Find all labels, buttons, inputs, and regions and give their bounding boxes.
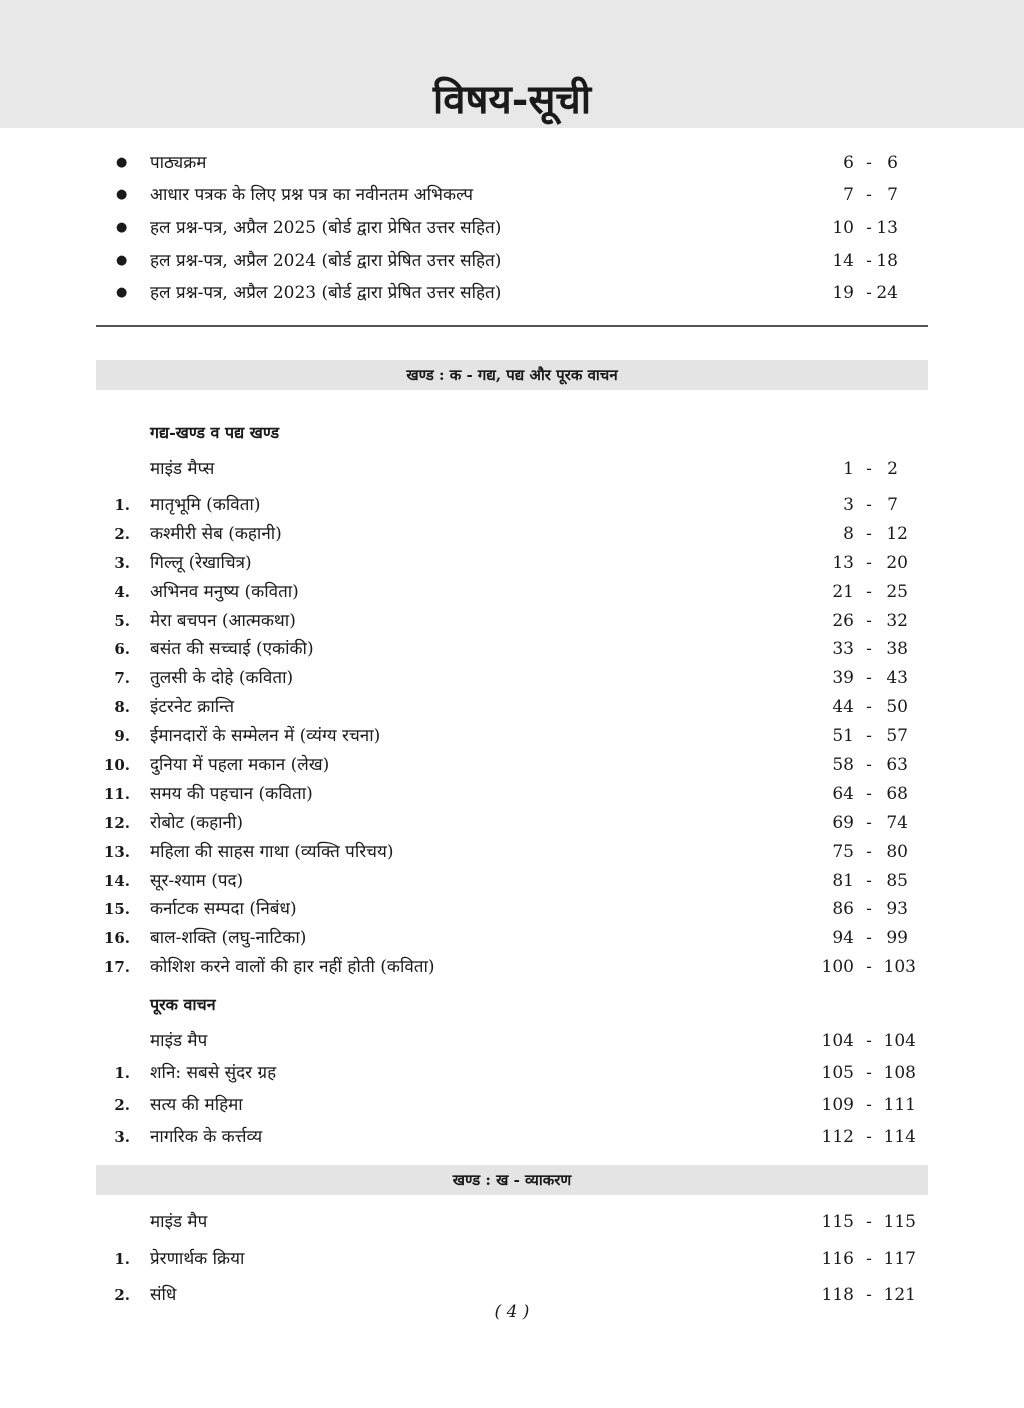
entry-title: मेरा बचपन (आत्मकथा)	[150, 611, 296, 631]
page-end: 114	[883, 1127, 916, 1147]
page-end: 117	[883, 1249, 916, 1269]
page-separator: -	[866, 928, 872, 948]
entry-title: रोबोट (कहानी)	[150, 813, 244, 833]
toc-entry[interactable]	[0, 1058, 1024, 1088]
entry-number: 2.	[114, 1286, 130, 1304]
toc-entry[interactable]	[0, 213, 1024, 243]
page-separator: -	[866, 784, 872, 804]
page-end: 121	[883, 1285, 916, 1305]
page-end: 104	[883, 1031, 916, 1051]
page-end: 85	[886, 871, 908, 891]
page-number-footer: ( 4 )	[494, 1302, 530, 1322]
page-end: 108	[883, 1063, 916, 1083]
entry-title: अभिनव मनुष्य (कविता)	[150, 582, 299, 602]
page-end: 20	[886, 553, 908, 573]
page-end: 13	[876, 218, 898, 238]
bullet-icon: ●	[116, 220, 128, 235]
page-end: 32	[886, 611, 908, 631]
page-separator: -	[866, 755, 872, 775]
toc-entry[interactable]	[0, 246, 1024, 276]
page-start: 26	[832, 611, 854, 631]
toc-entry[interactable]	[0, 808, 1024, 838]
page-start: 1	[843, 459, 854, 479]
toc-entry[interactable]	[0, 180, 1024, 210]
page-end: 12	[886, 524, 908, 544]
divider	[96, 325, 928, 327]
page-separator: -	[866, 899, 872, 919]
page-separator: -	[866, 726, 872, 746]
page-start: 116	[821, 1249, 854, 1269]
toc-entry[interactable]	[0, 663, 1024, 693]
entry-number: 3.	[114, 1128, 130, 1146]
toc-entry[interactable]	[0, 923, 1024, 953]
entry-title: इंटरनेट क्रान्ति	[150, 697, 235, 717]
page-separator: -	[866, 283, 872, 303]
page-end: 38	[886, 639, 908, 659]
toc-entry[interactable]	[0, 721, 1024, 751]
toc-entry[interactable]	[0, 548, 1024, 578]
page-start: 75	[832, 842, 854, 862]
entry-number: 12.	[103, 814, 130, 832]
page-start: 21	[832, 582, 854, 602]
toc-entry[interactable]	[0, 750, 1024, 780]
entry-title: पाठ्यक्रम	[150, 153, 207, 173]
toc-entry[interactable]	[0, 779, 1024, 809]
page-end: 24	[876, 283, 898, 303]
page-start: 13	[832, 553, 854, 573]
page-end: 93	[886, 899, 908, 919]
entry-number: 13.	[103, 843, 130, 861]
entry-title: महिला की साहस गाथा (व्यक्ति परिचय)	[150, 842, 394, 862]
page-start: 58	[832, 755, 854, 775]
page-separator: -	[866, 459, 872, 479]
page-separator: -	[866, 957, 872, 977]
page-start: 33	[832, 639, 854, 659]
entry-number: 11.	[103, 785, 130, 803]
entry-title: सूर-श्याम (पद)	[150, 871, 244, 891]
entry-title: मातृभूमि (कविता)	[150, 495, 261, 515]
page-end: 43	[886, 668, 908, 688]
page-end: 63	[886, 755, 908, 775]
entry-number: 2.	[114, 1096, 130, 1114]
page-separator: -	[866, 1127, 872, 1147]
page-separator: -	[866, 1212, 872, 1232]
page-end: 7	[887, 185, 898, 205]
page-end: 68	[886, 784, 908, 804]
page-end: 18	[876, 251, 898, 271]
entry-title: कर्नाटक सम्पदा (निबंध)	[150, 899, 297, 919]
bullet-icon: ●	[116, 155, 128, 170]
page-separator: -	[866, 524, 872, 544]
page-end: 25	[886, 582, 908, 602]
entry-number: 3.	[114, 554, 130, 572]
page-start: 39	[832, 668, 854, 688]
page-separator: -	[866, 218, 872, 238]
section-heading-b: खण्ड : ख - व्याकरण	[96, 1165, 928, 1195]
entry-number: 15.	[103, 900, 130, 918]
page-start: 118	[821, 1285, 854, 1305]
entry-number: 1.	[114, 1064, 130, 1082]
page-separator: -	[866, 495, 872, 515]
page-end: 99	[886, 928, 908, 948]
page-start: 109	[821, 1095, 854, 1115]
entry-title: बसंत की सच्चाई (एकांकी)	[150, 639, 314, 659]
toc-entry[interactable]	[0, 837, 1024, 867]
entry-number: 1.	[114, 496, 130, 514]
toc-entry[interactable]	[0, 454, 1024, 484]
entry-title: सत्य की महिमा	[150, 1095, 243, 1115]
toc-entry[interactable]	[0, 692, 1024, 722]
page-start: 81	[832, 871, 854, 891]
page-separator: -	[866, 697, 872, 717]
page-separator: -	[866, 813, 872, 833]
entry-title: समय की पहचान (कविता)	[150, 784, 313, 804]
page-separator: -	[866, 1285, 872, 1305]
page-end: 74	[886, 813, 908, 833]
page-start: 7	[843, 185, 854, 205]
toc-entry[interactable]	[0, 1122, 1024, 1152]
page-start: 115	[821, 1212, 854, 1232]
entry-title: बाल-शक्ति (लघु-नाटिका)	[150, 928, 307, 948]
page-end: 7	[887, 495, 898, 515]
page-start: 112	[821, 1127, 854, 1147]
section-heading-a: खण्ड : क - गद्य, पद्य और पूरक वाचन	[96, 360, 928, 390]
toc-entry[interactable]	[0, 148, 1024, 178]
page-start: 8	[843, 524, 854, 544]
entry-title: शनि: सबसे सुंदर ग्रह	[150, 1063, 277, 1083]
page-start: 105	[821, 1063, 854, 1083]
toc-entry[interactable]	[0, 952, 1024, 982]
page-end: 115	[883, 1212, 916, 1232]
page-separator: -	[866, 611, 872, 631]
entry-number: 16.	[103, 929, 130, 947]
page-end: 50	[886, 697, 908, 717]
toc-entry[interactable]	[0, 1026, 1024, 1056]
page-end: 2	[887, 459, 898, 479]
entry-number: 6.	[114, 640, 130, 658]
toc-entry[interactable]	[0, 1244, 1024, 1274]
toc-entry[interactable]	[0, 894, 1024, 924]
page-start: 19	[832, 283, 854, 303]
page-separator: -	[866, 1249, 872, 1269]
subsection-heading: पूरक वाचन	[150, 995, 216, 1014]
page-separator: -	[866, 842, 872, 862]
toc-entry[interactable]	[0, 1090, 1024, 1120]
bullet-icon: ●	[116, 187, 128, 202]
page-end: 57	[886, 726, 908, 746]
entry-title: गिल्लू (रेखाचित्र)	[150, 553, 252, 573]
entry-title: तुलसी के दोहे (कविता)	[150, 668, 294, 688]
page-start: 6	[843, 153, 854, 173]
page-start: 3	[843, 495, 854, 515]
entry-title: हल प्रश्न-पत्र, अप्रैल 2023 (बोर्ड द्वारा प्रेषित उत्तर सहित)	[150, 283, 502, 303]
page-start: 94	[832, 928, 854, 948]
entry-title: माइंड मैप	[150, 1212, 208, 1232]
entry-title: प्रेरणार्थक क्रिया	[150, 1249, 245, 1269]
page-separator: -	[866, 668, 872, 688]
entry-number: 9.	[114, 727, 130, 745]
page-start: 51	[832, 726, 854, 746]
page-separator: -	[866, 185, 872, 205]
page-start: 69	[832, 813, 854, 833]
toc-entry[interactable]	[0, 606, 1024, 636]
entry-title: नागरिक के कर्त्तव्य	[150, 1127, 263, 1147]
entry-number: 17.	[103, 958, 130, 976]
page-separator: -	[866, 153, 872, 173]
page-end: 111	[883, 1095, 916, 1115]
entry-number: 5.	[114, 612, 130, 630]
page-separator: -	[866, 582, 872, 602]
page-end: 6	[887, 153, 898, 173]
entry-number: 4.	[114, 583, 130, 601]
entry-number: 1.	[114, 1250, 130, 1268]
toc-entry[interactable]	[0, 577, 1024, 607]
page-separator: -	[866, 553, 872, 573]
page-start: 86	[832, 899, 854, 919]
entry-title: माइंड मैप्स	[150, 459, 215, 479]
entry-title: हल प्रश्न-पत्र, अप्रैल 2024 (बोर्ड द्वारा प्रेषित उत्तर सहित)	[150, 251, 502, 271]
bullet-icon: ●	[116, 253, 128, 268]
entry-title: दुनिया में पहला मकान (लेख)	[150, 755, 330, 775]
entry-title: कश्मीरी सेब (कहानी)	[150, 524, 282, 544]
toc-entry[interactable]	[0, 278, 1024, 308]
entry-number: 10.	[103, 756, 130, 774]
subsection-heading: गद्य-खण्ड व पद्य खण्ड	[150, 423, 279, 442]
page-separator: -	[866, 251, 872, 271]
entry-number: 14.	[103, 872, 130, 890]
page-separator: -	[866, 871, 872, 891]
entry-title: हल प्रश्न-पत्र, अप्रैल 2025 (बोर्ड द्वारा प्रेषित उत्तर सहित)	[150, 218, 502, 238]
page-separator: -	[866, 639, 872, 659]
toc-entry[interactable]	[0, 490, 1024, 520]
page-start: 44	[832, 697, 854, 717]
page-separator: -	[866, 1063, 872, 1083]
page-end: 103	[883, 957, 916, 977]
page-start: 64	[832, 784, 854, 804]
page-separator: -	[866, 1095, 872, 1115]
page-separator: -	[866, 1031, 872, 1051]
page-end: 80	[886, 842, 908, 862]
entry-title: संधि	[150, 1285, 177, 1305]
page-start: 14	[832, 251, 854, 271]
page-start: 100	[821, 957, 854, 977]
entry-title: कोशिश करने वालों की हार नहीं होती (कविता)	[150, 957, 435, 977]
toc-entry[interactable]	[0, 866, 1024, 896]
toc-entry[interactable]	[0, 519, 1024, 549]
page-start: 104	[821, 1031, 854, 1051]
toc-entry[interactable]	[0, 634, 1024, 664]
page-title: विषय-सूची	[432, 76, 592, 123]
entry-number: 7.	[114, 669, 130, 687]
entry-title: माइंड मैप	[150, 1031, 208, 1051]
page-start: 10	[832, 218, 854, 238]
entry-title: ईमानदारों के सम्मेलन में (व्यंग्य रचना)	[150, 726, 381, 746]
bullet-icon: ●	[116, 285, 128, 300]
entry-title: आधार पत्रक के लिए प्रश्न पत्र का नवीनतम अभिकल्प	[150, 185, 474, 205]
entry-number: 8.	[114, 698, 130, 716]
entry-number: 2.	[114, 525, 130, 543]
toc-entry[interactable]	[0, 1207, 1024, 1237]
